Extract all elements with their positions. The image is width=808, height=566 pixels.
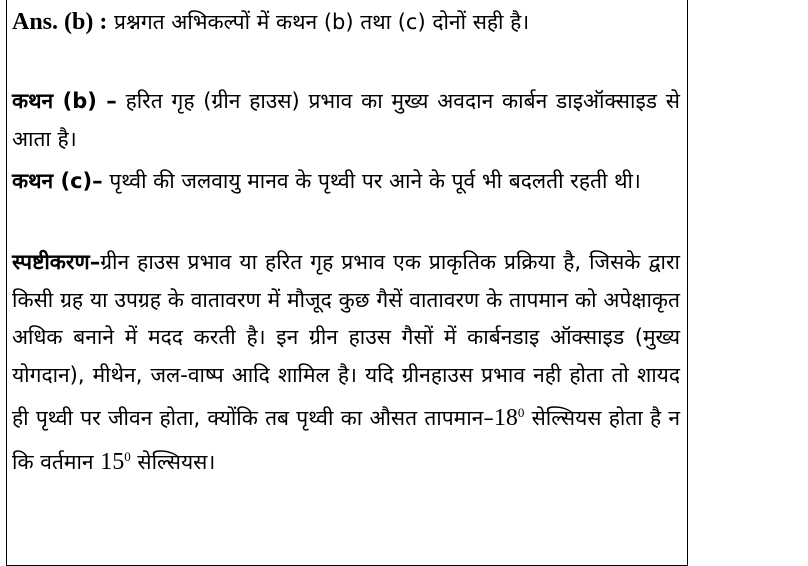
statement-b-text: हरित गृह (ग्रीन हाउस) प्रभाव का मुख्य अवदान कार्बन डाइऑक्साइड से आता है। <box>12 89 680 151</box>
answer-text: प्रश्नगत अभिकल्पों में कथन (b) तथा (c) दोनों सही है। <box>114 10 530 34</box>
explanation-label: स्पष्टीकरण– <box>12 250 101 274</box>
answer-label: Ans. (b) : <box>12 9 108 35</box>
statement-b-paragraph <box>12 83 680 158</box>
explanation-paragraph <box>12 244 680 481</box>
temperature-unit-1: सेल्सियस होता है न कि वर्तमान <box>12 406 680 474</box>
temperature-value-2: 15 <box>100 448 125 475</box>
explanation-text: ग्रीन हाउस प्रभाव या हरित गृह प्रभाव एक प्राकृतिक प्रक्रिया है, जिसके द्वारा किसी ग्रह या उपग्रह के वातावरण में मौजूद कुछ गैसें वातावरण के तापमान को अपेक्षाकृत अधिक बनाने में मदद करती है। इन ग्रीन हाउस गैसों में कार्बनडाइ ऑक्साइड (मुख्य योगदान), मीथेन, जल-वाष्प आदि शामिल है। यदि ग्रीनहाउस प्रभाव नही होता तो शायद ही पृथ्वी पर जीवन होता, क्योंकि तब पृथ्वी का औसत तापमान– <box>12 250 680 430</box>
statement-c-text: पृथ्वी की जलवायु मानव के पृथ्वी पर आने के पूर्व भी बदलती रहती थी। <box>109 169 641 193</box>
statement-b-label: कथन (b) – <box>12 89 117 113</box>
statement-c-paragraph <box>12 163 680 201</box>
degree-superscript-1: 0 <box>517 405 525 420</box>
statement-c-label: कथन (c)– <box>12 169 103 193</box>
temperature-unit-2: सेल्सियस। <box>137 449 216 474</box>
temperature-value-1: 18 <box>493 405 518 431</box>
degree-superscript-2: 0 <box>124 448 131 464</box>
answer-paragraph <box>12 4 680 42</box>
